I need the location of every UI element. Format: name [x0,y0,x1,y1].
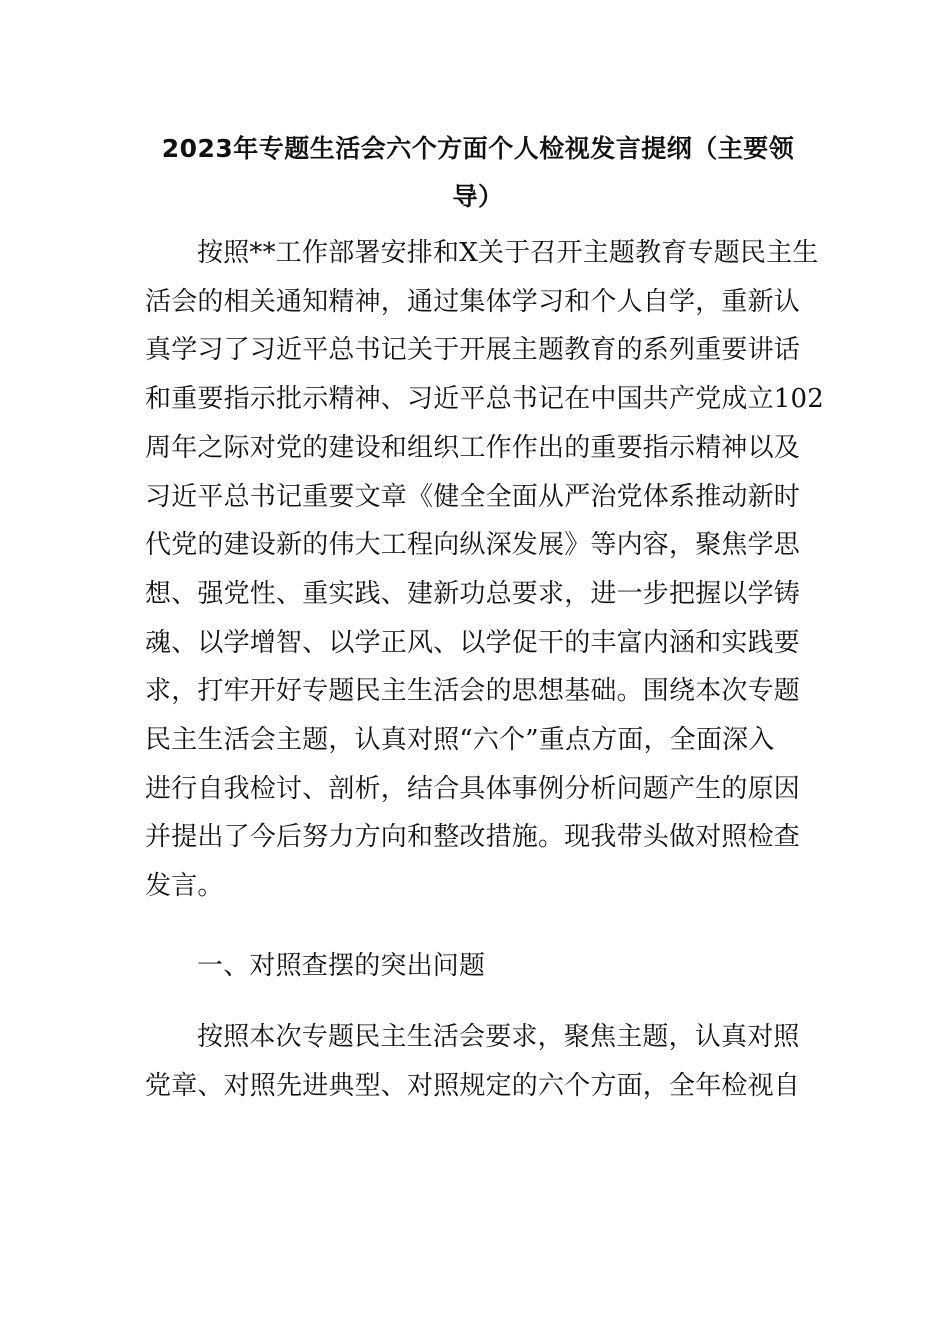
title-line-2: 导） [452,182,504,211]
paragraph-line: 党章、对照先进典型、对照规定的六个方面，全年检视自 [145,1070,801,1101]
paragraph-line: 周年之际对党的建设和组织工作作出的重要指示精神以及 [145,432,801,463]
document-title [150,125,806,221]
section-heading-text: 一、对照查摆的突出问题 [197,951,486,981]
section-heading [145,942,807,991]
paragraph-line: 按照本次专题民主生活会要求，聚焦主题，认真对照 [197,1022,800,1052]
paragraph-line: 活会的相关通知精神，通过集体学习和个人自学，重新认 [145,286,801,317]
paragraph-line: 并提出了今后努力方向和整改措施。现我带头做对照检查 [145,822,801,853]
paragraph-line: 和重要指示批示精神、习近平总书记在中国共产党成立102 [145,384,825,415]
paragraph-line: 民主生活会主题，认真对照“六个”重点方面，全面深入 [145,725,775,756]
section-paragraph [145,1013,807,1110]
paragraph-line: 代党的建设新的伟大工程向纵深发展》等内容，聚焦学思 [145,530,801,561]
paragraph-line: 魂、以学增智、以学正风、以学促干的丰富内涵和实践要 [145,627,801,658]
paragraph-line: 真学习了习近平总书记关于开展主题教育的系列重要讲话 [145,335,801,366]
paragraph-line: 发言。 [145,871,224,902]
intro-paragraph [145,229,825,911]
paragraph-line: 进行自我检讨、剖析，结合具体事例分析问题产生的原因 [145,773,801,804]
paragraph-line: 求，打牢开好专题民主生活会的思想基础。围绕本次专题 [145,676,801,707]
title-line-1: 2023年专题生活会六个方面个人检视发言提纲（主要领 [161,134,795,163]
paragraph-line: 想、强党性、重实践、建新功总要求，进一步把握以学铸 [145,578,801,609]
paragraph-line: 按照**工作部署安排和X关于召开主题教育专题民主生 [197,238,819,268]
paragraph-line: 习近平总书记重要文章《健全全面从严治党体系推动新时 [145,481,801,512]
